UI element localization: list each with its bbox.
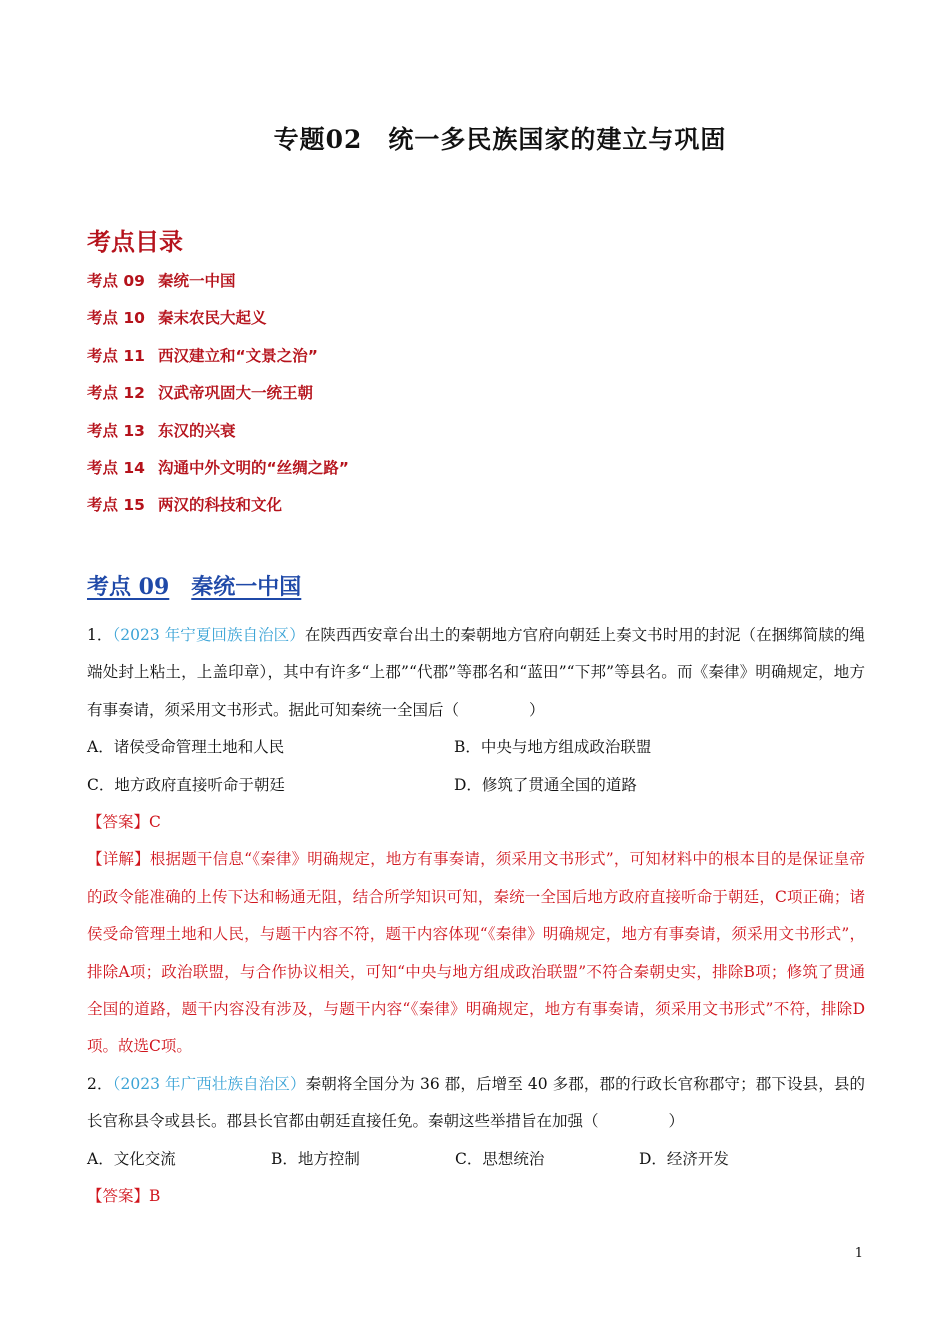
question-1-options xyxy=(87,767,865,804)
option-b: B．中央与地方组成政治联盟 xyxy=(454,738,652,757)
option-b: B．地方控制 xyxy=(271,1149,360,1168)
option-a: A．文化交流 xyxy=(87,1149,176,1168)
answer-2: 【答案】B xyxy=(87,1187,161,1206)
toc-item[interactable]: 考点 14 沟通中外文明的“丝绸之路” xyxy=(87,458,349,477)
question-2-options xyxy=(87,1141,865,1178)
toc-item[interactable]: 考点 11 西汉建立和“文景之治” xyxy=(87,346,318,365)
toc-item[interactable]: 考点 12 汉武帝巩固大一统王朝 xyxy=(87,384,314,403)
toc-list xyxy=(87,270,349,532)
question-body xyxy=(87,617,865,1216)
detail-1: 【详解】根据题干信息“《秦律》明确规定，地方有事奏请，须采用文书形式”，可知材料中的根本目的是保证皇帝的政令能准确的上传下达和畅通无阻，结合所学知识可知，秦统一全国后地方政府直接听命于朝廷，C项正确；诸侯受命管理土地和人民，与题干内容不符，题干内容体现“《秦律》明确规定，地方有事奏请，须采用文书形式”，排除A项；政治联盟，与合作协议相关，可知“中央与地方组成政治联盟”不符合秦朝史实，排除B项；修筑了贯通全国的道路，题干内容没有涉及，与题干内容“《秦律》明确规定，地方有事奏请，须采用文书形式”不符，排除D项。故选C项。 xyxy=(87,850,865,1056)
toc-item[interactable]: 考点 09 秦统一中国 xyxy=(87,272,236,290)
option-c: C．思想统治 xyxy=(455,1149,545,1168)
option-a: A．诸侯受命管理土地和人民 xyxy=(87,738,285,757)
toc-item[interactable]: 考点 15 两汉的科技和文化 xyxy=(87,496,283,515)
section-heading[interactable]: 考点 09 秦统一中国 xyxy=(87,574,302,600)
toc-heading: 考点目录 xyxy=(87,228,183,256)
question-1-options xyxy=(87,729,865,766)
toc-item[interactable]: 考点 13 东汉的兴衰 xyxy=(87,421,236,440)
toc-item[interactable]: 考点 10 秦末农民大起义 xyxy=(87,309,267,328)
page-title: 专题02 统一多民族国家的建立与巩固 xyxy=(273,125,727,154)
question-source: （2023 年广西壮族自治区） xyxy=(112,1074,306,1093)
question-2-stem: 2．（2023 年广西壮族自治区）秦朝将全国分为 36 郡，后增至 40 多郡，郡的行政长官称郡守；郡下设县，县的长官称县令或县长。郡县长官都由朝廷直接任免。秦朝这些举措旨在加强（ ） xyxy=(87,1074,865,1131)
option-c: C．地方政府直接听命于朝廷 xyxy=(87,775,285,794)
page-number: 1 xyxy=(854,1246,863,1261)
question-1-stem: 1．（2023 年宁夏回族自治区）在陕西西安章台出土的秦朝地方官府向朝廷上奏文书时用的封泥（在捆绑简牍的绳端处封上粘土，上盖印章），其中有许多“上郡”“代郡”等郡名和“蓝田”“下邦”等县名。而《秦律》明确规定，地方有事奏请，须采用文书形式。据此可知秦统一全国后（ ） xyxy=(87,626,865,719)
answer-1: 【答案】C xyxy=(87,813,161,832)
option-d: D．经济开发 xyxy=(639,1149,729,1168)
option-d: D．修筑了贯通全国的道路 xyxy=(454,775,637,794)
question-source: （2023 年宁夏回族自治区） xyxy=(112,626,305,644)
